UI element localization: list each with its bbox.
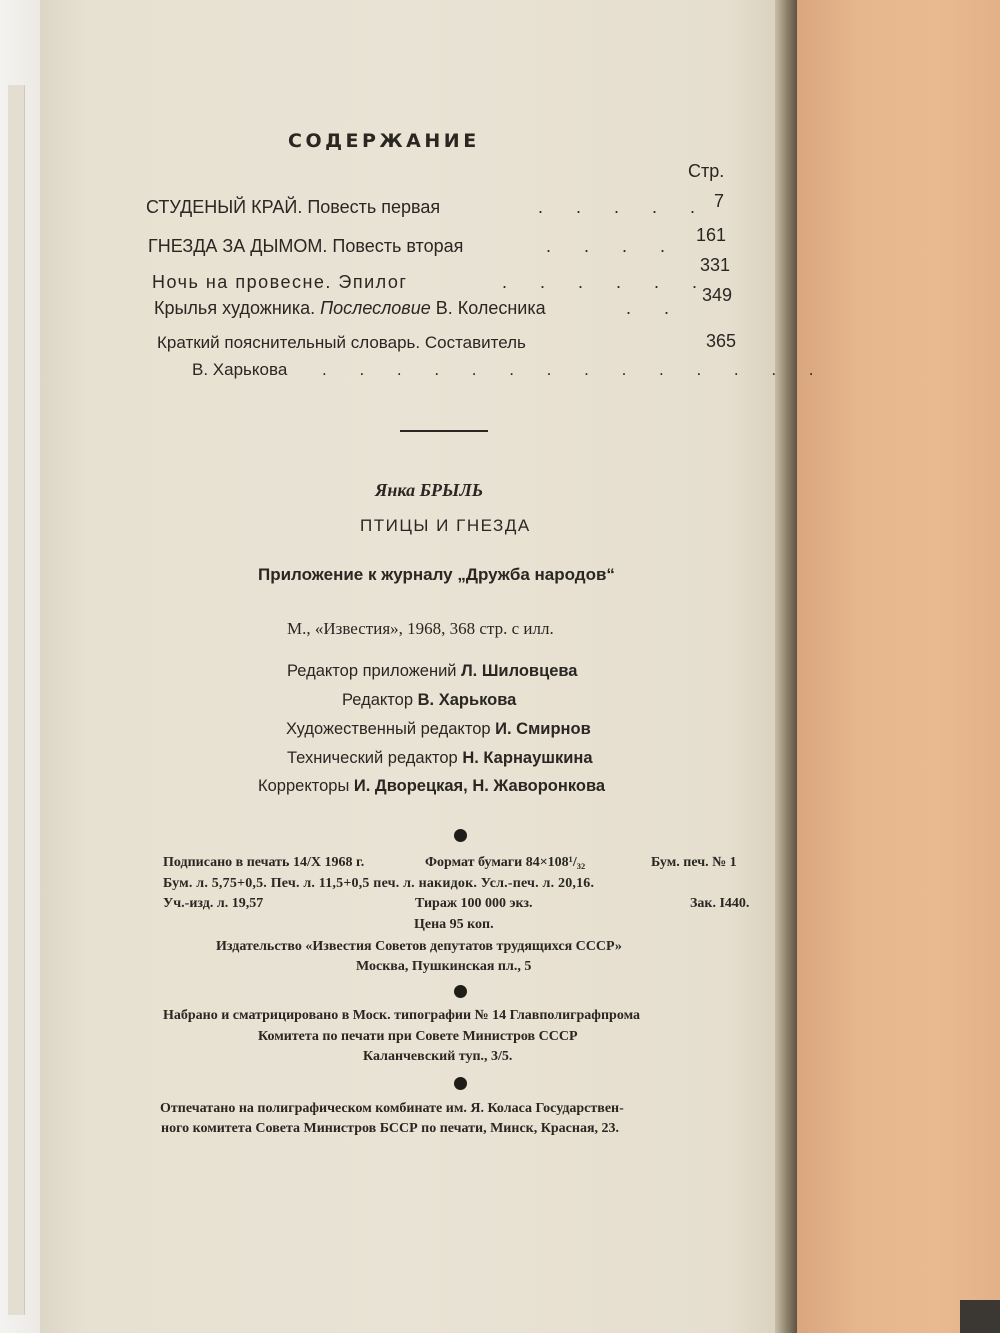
toc-entry-title: Краткий пояснительный словарь. Составитель bbox=[157, 333, 526, 352]
credit-name: Н. Карнаушкина bbox=[462, 749, 593, 767]
credit-line bbox=[258, 777, 605, 796]
credit-role: Художественный редактор bbox=[286, 720, 491, 738]
toc-entry-page: 161 bbox=[696, 225, 727, 245]
separator-rule bbox=[400, 430, 488, 432]
toc-entry-title: Ночь на провесне. Эпилог bbox=[152, 272, 408, 292]
printed-line-1: Отпечатано на полиграфическом комбинате им. Я. Коласа Государствен- bbox=[160, 1101, 624, 1116]
section-bullet bbox=[454, 985, 467, 998]
toc-entry-title: СТУДЕНЫЙ КРАЙ. Повесть первая bbox=[146, 197, 441, 217]
printed-line-2: ного комитета Совета Министров БССР по печати, Минск, Красная, 23. bbox=[161, 1121, 620, 1136]
section-bullet bbox=[454, 1077, 467, 1090]
publisher-line: Издательство «Известия Советов депутатов трудящихся СССР» bbox=[216, 939, 622, 954]
print-line-3a: Уч.-изд. л. 19,57 bbox=[163, 896, 264, 911]
toc-entry-2: ГНЕЗДА ЗА ДЫМОМ. Повесть вторая . . . . bbox=[148, 236, 680, 256]
book-title: ПТИЦЫ И ГНЕЗДА bbox=[360, 516, 531, 535]
toc-entry-page: 365 bbox=[706, 331, 737, 351]
imprint-line: М., «Известия», 1968, 368 стр. с илл. bbox=[287, 619, 554, 638]
previous-page-edge bbox=[8, 85, 25, 1315]
toc-entry-5 bbox=[157, 333, 526, 353]
toc-entry-title-italic: Послесловие bbox=[320, 298, 431, 318]
toc-entry-page: 331 bbox=[700, 255, 731, 275]
credit-role: Редактор приложений bbox=[287, 662, 457, 680]
toc-entry-title-plain: Крылья художника. bbox=[154, 298, 316, 318]
credit-line bbox=[286, 720, 591, 739]
credit-name: В. Харькова bbox=[417, 691, 517, 709]
toc-entry-4: Крылья художника. Послесловие В. Колесника . . bbox=[154, 298, 684, 318]
toc-entry-page: 349 bbox=[702, 285, 733, 305]
toc-entry-1: СТУДЕНЫЙ КРАЙ. Повесть первая . . . . . bbox=[146, 197, 710, 217]
toc-entry-title-rest: В. Колесника bbox=[435, 298, 546, 318]
publisher-address: Москва, Пушкинская пл., 5 bbox=[356, 959, 532, 974]
credit-name: И. Дворецкая, Н. Жаворонкова bbox=[353, 777, 606, 795]
credit-line bbox=[287, 749, 593, 768]
page-column-label: Стр. bbox=[688, 161, 725, 181]
print-line-1c: Бум. печ. № 1 bbox=[651, 855, 737, 870]
book-spine-shadow bbox=[775, 0, 797, 1333]
cover-corner bbox=[960, 1300, 1000, 1333]
author-name: Янка БРЫЛЬ bbox=[375, 480, 484, 500]
contents-heading: СОДЕРЖАНИЕ bbox=[288, 130, 480, 152]
toc-entry-title-line2: В. Харькова bbox=[192, 360, 288, 379]
toc-entry-page: 7 bbox=[714, 191, 725, 211]
credit-role: Технический редактор bbox=[287, 749, 458, 767]
print-line-2: Бум. л. 5,75+0,5. Печ. л. 11,5+0,5 печ. л. накидок. Усл.-печ. л. 20,16. bbox=[163, 876, 595, 891]
credit-line bbox=[287, 662, 578, 681]
toc-entry-5-line2: В. Харькова . . . . . . . . . . . . . . bbox=[192, 360, 828, 379]
price-line: Цена 95 коп. bbox=[414, 917, 494, 932]
credit-line bbox=[342, 691, 516, 710]
print-line-3b: Тираж 100 000 экз. bbox=[415, 896, 533, 911]
supplement-note: Приложение к журналу „Дружба народов“ bbox=[258, 565, 615, 584]
book-cover bbox=[797, 0, 1000, 1333]
typeset-line-1: Набрано и сматрицировано в Моск. типографии № 14 Главполиграфпрома bbox=[163, 1008, 641, 1023]
credit-role: Редактор bbox=[342, 691, 414, 709]
credit-role: Корректоры bbox=[258, 777, 350, 795]
print-line-3c: Зак. I440. bbox=[690, 896, 750, 911]
toc-entry-title: ГНЕЗДА ЗА ДЫМОМ. Повесть вторая bbox=[148, 236, 464, 256]
section-bullet bbox=[454, 829, 467, 842]
credit-name: Л. Шиловцева bbox=[461, 662, 578, 680]
print-line-1a: Подписано в печать 14/X 1968 г. bbox=[163, 855, 365, 870]
typeset-line-2: Комитета по печати при Совете Министров СССР bbox=[258, 1029, 578, 1044]
typeset-line-3: Каланчевский туп., 3/5. bbox=[363, 1049, 513, 1064]
print-line-1b: Формат бумаги 84×108¹/₃₂ bbox=[425, 855, 586, 870]
credit-name: И. Смирнов bbox=[495, 720, 591, 738]
toc-entry-3: Ночь на провесне. Эпилог . . . . . . bbox=[152, 272, 712, 292]
